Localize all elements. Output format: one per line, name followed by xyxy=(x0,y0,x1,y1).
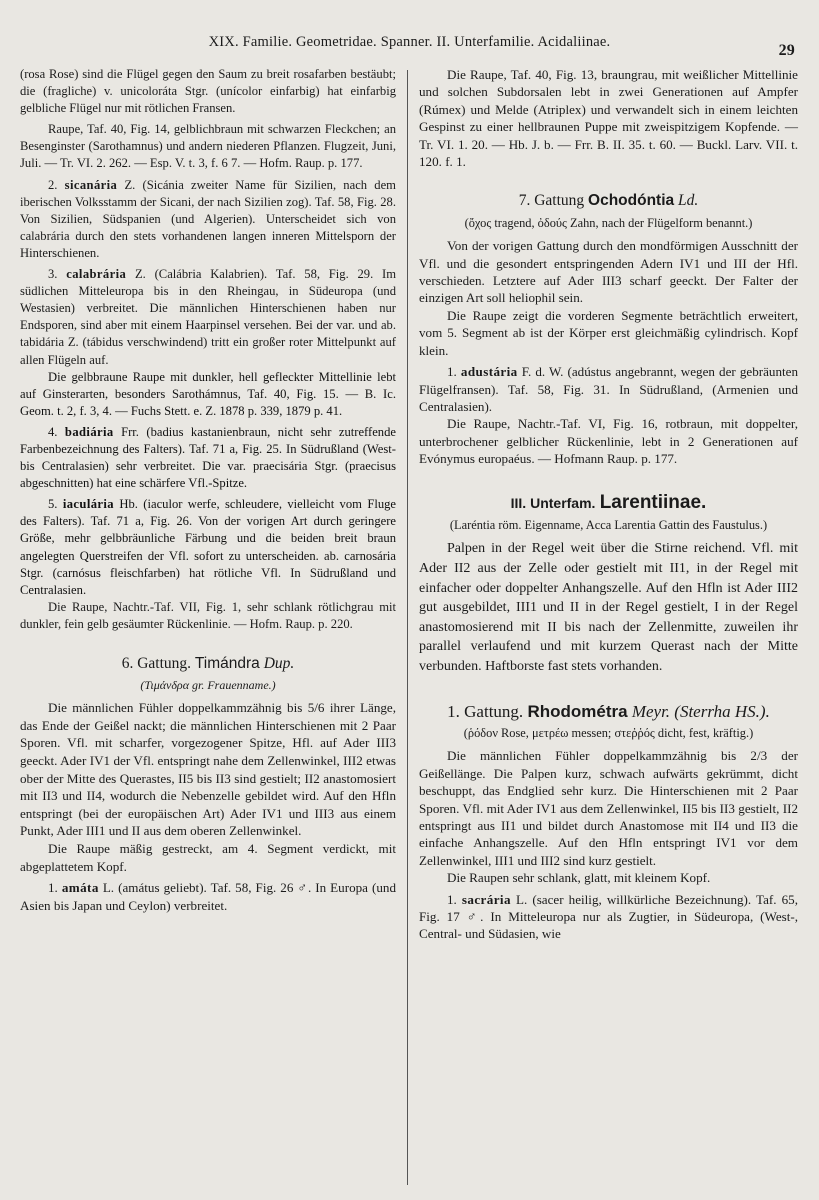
subfamily-etymology: (Laréntia röm. Eigenname, Acca Larentia Gattin des Faustulus.) xyxy=(449,517,768,532)
left-column xyxy=(20,66,396,914)
species-number: 1. xyxy=(48,880,58,896)
page-number: 29 xyxy=(778,42,795,59)
subfamily-description: Palpen in der Regel weit über die Stirne reichend. Vfl. mit Ader II2 aus der Zelle oder gestielt mit II1, in der Regel mit einfacher oder doppelter Anhangszelle. Auf den Hfln ist Ader III2 gut ausgebildet, III1 und II in der Regel gestielt, I in der Regel anastomosierend mit II bis nach der Zellenmitte, zuweilen ihr parallel verlaufend und mit kurzem Querast nach der Mitte verbunden. Haftborste fast stets vorhanden. xyxy=(419,541,798,674)
genus-label: 1. Gattung. xyxy=(447,701,524,721)
species-text: L. (sacer heilig, willkürliche Bezeichnung). Taf. 65, Fig. 17 ♂. In Mitteleuropa nur als Zugtier, in Südeuropa, (West-, Central- und Südasien, wie xyxy=(419,891,798,942)
species-text: Frr. (badius kastanienbraun, nicht sehr zutreffende Farbenbezeichnung des Falters). Taf. 71 a, Fig. 25. In Südrußland (West- bis Centralasien) sehr verbreitet. Die var. praecisária Stgr. (praecisus abgeschnitten) hat eine schärfere Vfl.-Spitze. xyxy=(20,424,396,491)
genus-label: 7. Gattung xyxy=(518,192,585,210)
genus-author: Dup. xyxy=(263,655,295,672)
species-name: badiária xyxy=(64,424,114,439)
species-text: Hb. (iaculor werfe, schleudere, vielleicht vom Fluge des Falters). Taf. 71 a, Fig. 26. Von der vorigen Art durch geringere Größe, mehr gelbbräunliche Färbung und die beiden breit braun angelegten Querstreifen der Vfl. sofort zu unterscheiden. ab. carnosária Stgr. (carnósus fleischfarben) hat rötliche Vfl. In Südrußland und Centralasien. xyxy=(20,497,397,597)
right-column xyxy=(419,66,798,943)
genus-etymology: (ῥόδον Rose, μετρέω messen; στεῤῥός dicht, fest, kräftig.) xyxy=(463,725,754,740)
species-name: amáta xyxy=(61,880,99,896)
species-number: 2. xyxy=(48,177,58,192)
running-header xyxy=(14,34,805,62)
species-number: 1. xyxy=(447,364,457,380)
genus-description: Von der vorigen Gattung durch den mondförmigen Ausschnitt der Vfl. und die gesondert entspringenden Adern IV1 und III der Hfl. verschieden. Letztere auf Ader III3 scharf geeckt. Der Falter der einzigen Art soll heliophil sein. xyxy=(419,238,798,306)
genus-author: Meyr. (Sterrha HS.). xyxy=(631,701,770,721)
genus-larva: Die Raupe zeigt die vorderen Segmente beträchtlich erweitert, vom 5. Segment ab ist der Körper erst gleichmäßig cylindrisch. Kopf klein. xyxy=(419,307,798,358)
column-divider xyxy=(407,70,408,1185)
species-text: Z. (Calábria Kalabrien). Taf. 58, Fig. 29. Im südlichen Mitteleuropa bis in den Rheingau, in Südeuropa (und Westasien) verbreitet. Die männlichen Hinterschienen haben nur Endsporen, sind aber mit einem Haarpinsel versehen. Bei der var. und ab. tabidária Z. (tábidus verschwindend) tritt ein großer roter Mittelpunkt auf allen Flügeln auf. xyxy=(20,267,396,367)
species-text: F. d. W. (adústus angebrannt, wegen der gebräunten Flügelfransen). Taf. 58, Fig. 31. In Südrußland, (Armenien und Centralasien). xyxy=(419,364,798,414)
subfamily-heading-larentiinae xyxy=(419,491,798,513)
species-text: Z. (Sicánia zweiter Name für Sizilien, nach dem iberischen Volksstamm der Sicani, der nach Sizilien zog). Taf. 58, Fig. 28. Von Sizilien, Südspanien (und Algerien). Unterscheidet sich von calabrária durch den stets vorhandenen langen inneren Mittelsporn der Hinterschienen. xyxy=(20,177,396,260)
larva-paragraph-calabraria: Die gelbbraune Raupe mit dunkler, hell gefleckter Mittellinie lebt auf Ginsterarten, besonders Sarothámnus, Taf. 40, Fig. 15. — B. Ic. Geom. t. 2, f. 3, 4. — Fuchs Stett. e. Z. 1878 p. 339, 1879 p. 41. xyxy=(20,369,396,418)
genus-name: Ochodóntia xyxy=(588,192,675,210)
genus-author: Ld. xyxy=(678,192,699,210)
species-number: 1. xyxy=(447,891,457,907)
species-name: sicanária xyxy=(64,177,118,192)
species-name: adustária xyxy=(460,364,518,380)
species-name: iaculária xyxy=(62,497,114,512)
species-name: sacrária xyxy=(461,891,511,907)
right-paragraph-1: Die Raupe, Taf. 40, Fig. 13, braungrau, mit weißlicher Mittellinie und solchen Subdorsalen lebt in zwei Generationen auf Ampfer (Rúmex) und Melde (Atriplex) und verwandelt sich in einem leichten Gespinst zu einer hellbraunen Puppe mit zweispitzigem Kopfende. — Tr. VI. 1. 20. — Hb. J. b. — Frr. B. II. 35. t. 60. — Buckl. Larv. VII. t. 120. f. 1. xyxy=(419,67,798,170)
species-entry-amata xyxy=(20,879,396,914)
running-title: XIX. Familie. Geometridae. Spanner. II. Unterfamilie. Acidaliinae. xyxy=(208,34,611,50)
larva-paragraph-iacularia: Die Raupe, Nachtr.-Taf. VII, Fig. 1, sehr schlank rötlichgrau mit dunkler, fein gelb gesäumter Rückenlinie. — Hofm. Raup. p. 220. xyxy=(20,599,396,631)
genus-larva: Die Raupen sehr schlank, glatt, mit kleinem Kopf. xyxy=(447,870,711,886)
species-entry-iacularia xyxy=(20,496,396,599)
genus-heading-timandra xyxy=(20,655,396,672)
species-number: 5. xyxy=(48,497,58,512)
species-entry-sacraria xyxy=(419,891,798,943)
species-entry-calabraria xyxy=(20,266,396,369)
species-number: 3. xyxy=(48,267,58,282)
species-entry-adustaria xyxy=(419,363,798,415)
genus-name: Rhodométra xyxy=(527,701,628,721)
genus-description: Die männlichen Fühler doppelkammzähnig bis 2/3 der Geißellänge. Die Palpen kurz, schwach aufwärts gekrümmt, dicht beschuppt, das Endglied sehr kurz. Die Hinterschienen mit 2 Paar Sporen. Vfl. mit Ader IV1 aus dem Zellenwinkel, II5 bis II3 gestielt, II2 entspringt aus II1 und bildet durch Anastomose mit II4 und II3 die einfache Anhangszelle. Auf den Hfln entspringt IV1 vor dem Zellenwinkel, III1 und III2 sind kurz gestielt. xyxy=(419,748,798,868)
left-paragraph-2: Raupe, Taf. 40, Fig. 14, gelblichbraun mit schwarzen Fleckchen; an Besenginster (Sarothamnus) und andern niederen Pflanzen. Flugzeit, Juni, Juli. — Tr. VI. 2. 262. — Esp. V. t. 3, f. 6 7. — Hofm. Raup. p. 177. xyxy=(20,122,396,171)
species-name: calabrária xyxy=(66,267,127,282)
genus-heading-ochodontia xyxy=(419,192,798,209)
species-entry-badiaria xyxy=(20,424,396,492)
larva-paragraph-adustaria: Die Raupe, Nachtr.-Taf. VI, Fig. 16, rotbraun, mit doppelter, unterbrochener gelblicher Rückenlinie, lebt in 2 Generationen auf Evónymus europaéus. — Hofmann Raup. p. 177. xyxy=(419,416,798,467)
genus-etymology: (Τιμάνδρα gr. Frauenname.) xyxy=(140,678,276,693)
left-paragraph-1: (rosa Rose) sind die Flügel gegen den Saum zu breit rosafarben bestäubt; die (fragliche) v. unicoloráta Stgr. (unícolor einfarbig) hat einfarbig gelbliche Flügel nur mit rötlichen Fransen. xyxy=(20,67,396,116)
genus-description: Die männlichen Fühler doppelkammzähnig bis 5/6 ihrer Länge, das Ende der Geißel nackt; die männlichen Hinterschienen mit 2 Paar Sporen. Vfl. mit scharfer, vorgezogener Spitze, Hfl. auf Ader III3 geeckt. Ader IV1 der Vfl. entspringt nahe dem Zellenwinkel, III2 etwas ober der Mitte des Querastes, II5 bis II3 sind gestielt; II2 anastomosiert mit II3 und II4, wodurch die Nebenzelle gebildet wird. Auf den Hfln entspringt (bei der europäischen Art) Ader IV1 und III3 aus einem Punkt, Ader III1 und II aus dem oberen Zellenwinkel. xyxy=(20,700,396,839)
subfamily-label: III. Unterfam. xyxy=(510,494,596,511)
species-number: 4. xyxy=(48,424,58,439)
genus-etymology: (ὄχος tragend, ὀδούς Zahn, nach der Flügelform benannt.) xyxy=(464,215,753,230)
genus-label: 6. Gattung. xyxy=(121,655,192,672)
genus-larva: Die Raupe mäßig gestreckt, am 4. Segment verdickt, mit abgeplattetem Kopf. xyxy=(20,840,396,874)
species-text: L. (amátus geliebt). Taf. 58, Fig. 26 ♂. In Europa (und Asien bis Japan und Ceylon) verbreitet. xyxy=(20,880,397,913)
subfamily-name: Larentiinae. xyxy=(599,491,707,513)
genus-name: Timándra xyxy=(194,655,260,672)
species-entry-sicanaria xyxy=(20,177,396,262)
genus-heading-rhodometra xyxy=(419,703,798,720)
